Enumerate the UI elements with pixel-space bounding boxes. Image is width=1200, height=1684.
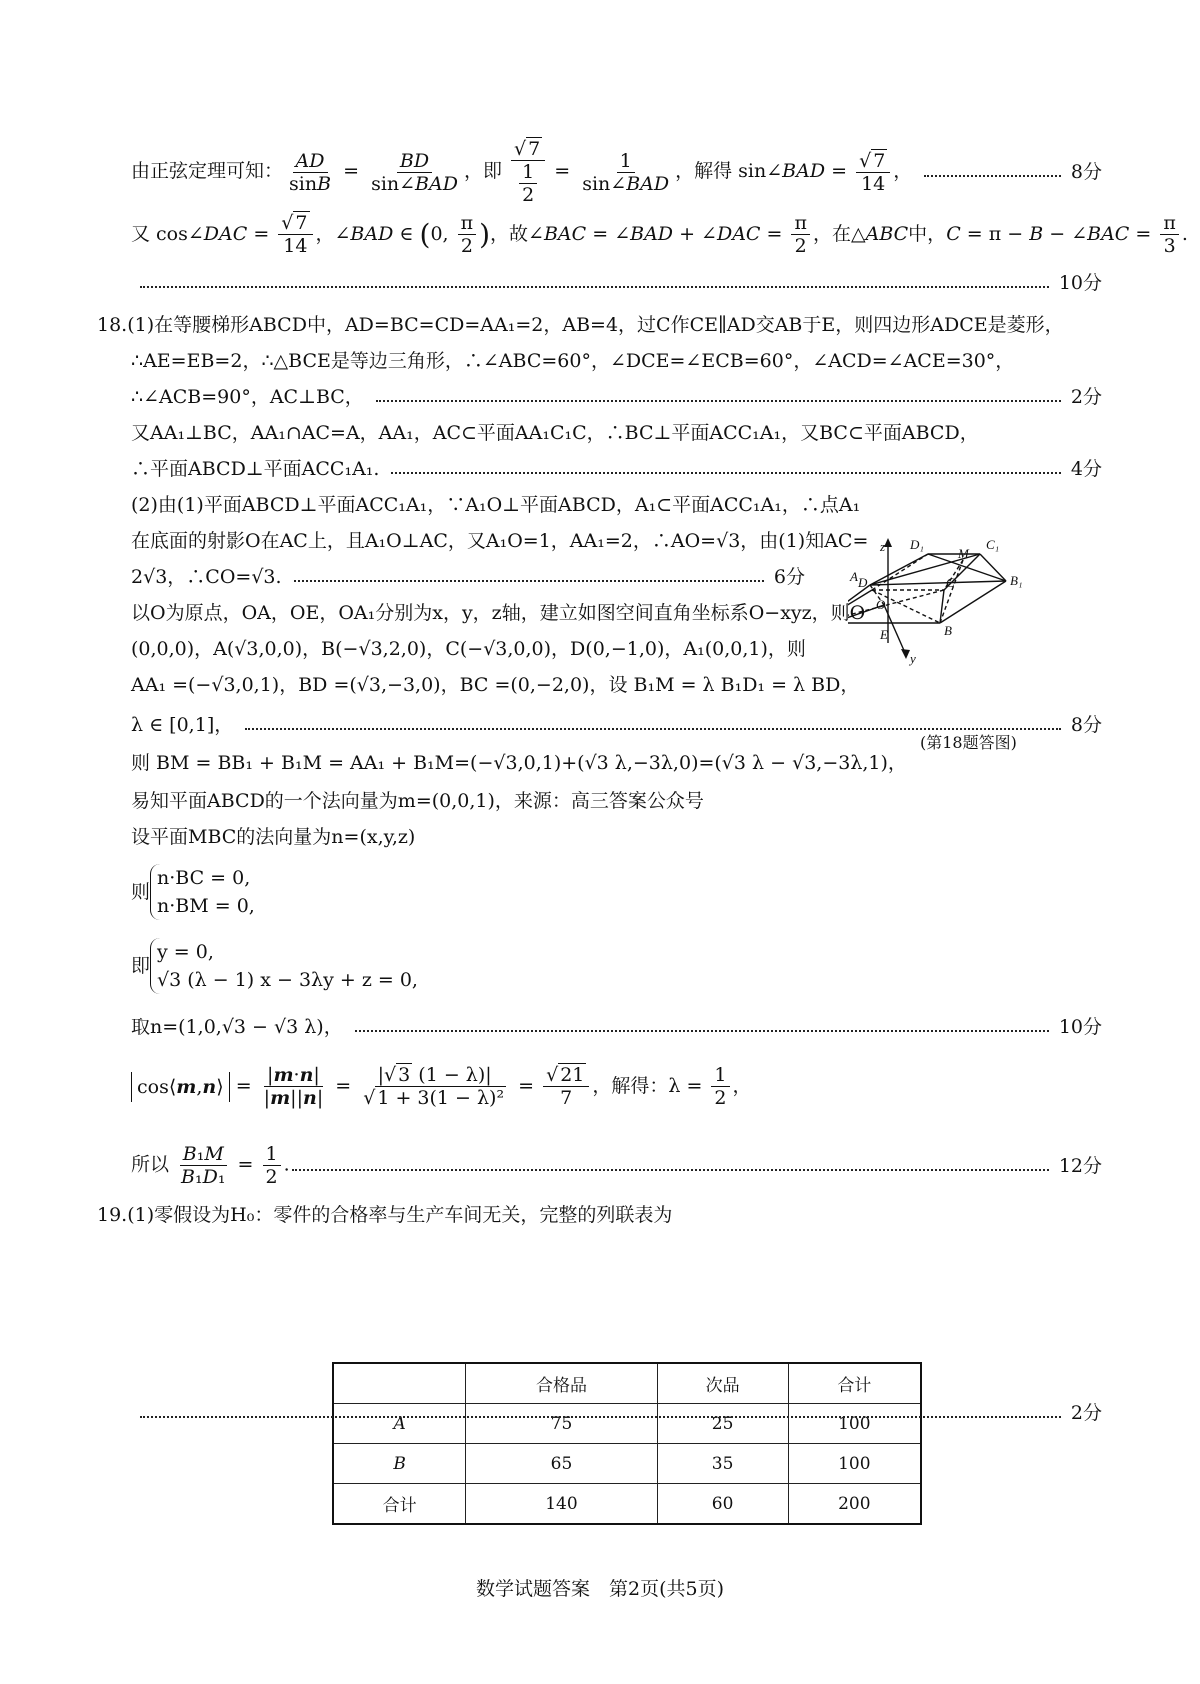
label-M: M bbox=[958, 546, 969, 561]
answer-line bbox=[140, 1398, 1102, 1428]
label-B: B bbox=[944, 623, 952, 638]
y-arrow-icon bbox=[901, 649, 910, 659]
line-text: (0,0,0)，A(√3,0,0)，B(−√3,2,0)，C(−√3,0,0)，D(0,−1,0)，A₁(0,0,1)，则 bbox=[131, 638, 806, 660]
score-mark: 12分 bbox=[1058, 1154, 1102, 1177]
line-text: λ ∈ [0,1]， bbox=[131, 714, 234, 736]
answer-line bbox=[131, 1064, 1102, 1109]
answer-line bbox=[131, 526, 869, 556]
answer-line bbox=[131, 212, 1188, 257]
label-D1: D₁ bbox=[910, 537, 924, 552]
edge-A1B1 bbox=[870, 581, 1006, 585]
system-brace bbox=[150, 938, 418, 994]
line-text: 易知平面ABCD的一个法向量为m=(0,0,1)，来源：高三答案公众号 bbox=[131, 790, 704, 812]
table-header-cell: 合计 bbox=[788, 1363, 921, 1404]
answer-line bbox=[131, 382, 1102, 412]
line-text: 2√3，∴CO=√3. bbox=[131, 566, 282, 588]
label-z: z bbox=[880, 539, 886, 554]
z-arrow-icon bbox=[884, 538, 892, 547]
label-O: O bbox=[876, 597, 886, 612]
score-mark: 8分 bbox=[1070, 714, 1102, 736]
answer-line bbox=[131, 1012, 1102, 1042]
table-cell: 75 bbox=[466, 1404, 657, 1444]
question-18-line bbox=[97, 310, 1102, 340]
answer-line bbox=[131, 822, 1102, 852]
line-text: cos⟨m,n⟩ = $\frac{|m\cdot n|}{|m||n|}$ = $\frac{|√ 3 (1 - \lambda)|}{\text{√ 1 + 3(1 − λ)²}}$ = $\frac{√ 21}{7}$ ，解得：λ = $\frac{1}{2}$ ， bbox=[131, 1075, 752, 1097]
line-text: 又 cos∠DAC = $\frac{√ 7}{14}$ ，∠BAD ∈ (0, $\frac{\pi}{2}$ )，故∠BAC = ∠BAD + ∠DAC = $\frac{\pi}{2}$ ，在△ABC中，C = π − B − ∠BAC = $\frac{\pi}{3}$ . bbox=[131, 212, 1188, 257]
line-text: 取n=(1,0,√3 − √3 λ)， bbox=[131, 1016, 343, 1038]
answer-line bbox=[131, 346, 1102, 376]
table-cell: 100 bbox=[788, 1404, 921, 1444]
system-lead: 则 bbox=[131, 881, 151, 903]
edge-AD bbox=[848, 590, 872, 623]
answer-line bbox=[131, 454, 1102, 484]
line-text: 在底面的射影O在AC上，且A₁O⊥AC，又A₁O=1，AA₁=2，∴AO=√3，由(1)知AC= bbox=[131, 530, 869, 552]
answer-line bbox=[131, 418, 1102, 448]
score-mark: 4分 bbox=[1070, 458, 1102, 480]
equation: y = 0, bbox=[157, 941, 214, 963]
answer-line bbox=[131, 598, 866, 628]
edge-AA1 bbox=[848, 585, 870, 623]
score-mark: 6分 bbox=[773, 566, 805, 588]
label-D: D bbox=[858, 575, 868, 590]
question-number: 18. bbox=[97, 314, 128, 336]
label-A1: A₁ bbox=[850, 569, 863, 584]
table-cell: 140 bbox=[466, 1484, 657, 1525]
line-text: 所以 $\frac{\text{B₁M}}{\text{B₁D₁}}$ = $\frac{1}{2}$ . bbox=[131, 1143, 290, 1188]
score-mark: 10分 bbox=[1058, 272, 1102, 294]
line-text: (1)零假设为H₀：零件的合格率与生产车间无关，完整的列联表为 bbox=[127, 1204, 673, 1226]
page-footer: 数学试题答案 第2页(共5页) bbox=[475, 1578, 724, 1600]
line-text: AA₁ =(−√3,0,1)，BD =(√3,−3,0)，BC =(0,−2,0)，设 B₁M = λ B₁D₁ = λ BD， bbox=[131, 674, 860, 696]
table-cell: 60 bbox=[657, 1484, 788, 1525]
answer-line bbox=[131, 562, 805, 592]
question-19-line bbox=[97, 1200, 1102, 1230]
equation: n·BC = 0, bbox=[157, 867, 251, 889]
system-brace bbox=[150, 864, 255, 920]
line-text: 由正弦定理可知： $\frac{AD}{\sin B}$ = $\frac{BD}{\text{sin∠BAD}}$ ，即 $\frac{√ 7}{\frac{1}{2}}$ = $\frac{1}{\text{sin∠BAD}}$ ，解得 sin∠BAD = $\frac{√ 7}{14}$ ， bbox=[131, 138, 913, 206]
label-E: E bbox=[880, 627, 888, 642]
system-lead: 即 bbox=[131, 955, 151, 977]
label-y: y bbox=[910, 651, 916, 666]
contingency-table bbox=[332, 1362, 922, 1525]
score-mark: 10分 bbox=[1058, 1016, 1102, 1038]
table-cell: 35 bbox=[657, 1444, 788, 1484]
table-cell: 25 bbox=[657, 1404, 788, 1444]
equation: √3 (λ − 1) x − 3λy + z = 0, bbox=[157, 969, 418, 991]
table-header-cell: 合格品 bbox=[466, 1363, 657, 1404]
label-B1: B₁ bbox=[1010, 573, 1023, 588]
label-C1: C₁ bbox=[986, 537, 1000, 552]
line-text: 设平面MBC的法向量为n=(x,y,z) bbox=[131, 826, 416, 848]
table-cell: 200 bbox=[788, 1484, 921, 1525]
answer-line bbox=[131, 634, 810, 664]
table-cell: B bbox=[333, 1444, 466, 1484]
table-cell: A bbox=[333, 1404, 466, 1444]
line-text: 则 BM = BB₁ + B₁M = AA₁ + B₁M=(−√3,0,1)+(√3 λ,−3λ,0)=(√3 λ − √3,−3λ,1)， bbox=[131, 752, 907, 774]
table-header-cell: 次品 bbox=[657, 1363, 788, 1404]
answer-line bbox=[131, 1143, 1102, 1188]
line-text: 又AA₁⊥BC，AA₁∩AC=A，AA₁，AC⊂平面AA₁C₁C，∴BC⊥平面ACC₁A₁，又BC⊂平面ABCD， bbox=[131, 422, 979, 444]
score-mark: 2分 bbox=[1070, 386, 1102, 408]
line-text: (1)在等腰梯形ABCD中，AD=BC=CD=AA₁=2，AB=4，过C作CE∥AD交AB于E，则四边形ADCE是菱形， bbox=[127, 314, 1064, 336]
figure-caption: (第18题答图) bbox=[920, 733, 1017, 752]
score-mark: 2分 bbox=[1070, 1402, 1102, 1424]
answer-line bbox=[131, 786, 1102, 816]
table-cell: 100 bbox=[788, 1444, 921, 1484]
table-row bbox=[333, 1484, 921, 1525]
label-C: C bbox=[946, 575, 955, 590]
table-row bbox=[333, 1444, 921, 1484]
equation-system bbox=[131, 864, 1102, 920]
table-cell: 65 bbox=[466, 1444, 657, 1484]
edge-CB bbox=[940, 590, 944, 623]
line-text: (2)由(1)平面ABCD⊥平面ACC₁A₁，∵A₁O⊥平面ABCD，A₁⊂平面ACC₁A₁，∴点A₁ bbox=[131, 494, 861, 516]
answer-line bbox=[131, 490, 861, 520]
line-text: ∴∠ACB=90°，AC⊥BC， bbox=[131, 386, 364, 408]
question-number: 19. bbox=[97, 1204, 128, 1226]
answer-line bbox=[131, 670, 860, 700]
line-text: ∴AE=EB=2，∴△BCE是等边三角形，∴∠ABC=60°，∠DCE=∠ECB=60°，∠ACD=∠ACE=30°， bbox=[131, 350, 1015, 372]
equation: n·BM = 0, bbox=[157, 895, 255, 917]
equation-system bbox=[131, 938, 1102, 994]
answer-line bbox=[131, 138, 1102, 206]
line-text: ∴平面ABCD⊥平面ACC₁A₁. bbox=[131, 458, 380, 480]
edge-A1D1 bbox=[870, 554, 928, 585]
score-mark: 8分 bbox=[1070, 161, 1102, 183]
line-text: 以O为原点，OA，OE，OA₁分别为x，y，z轴，建立如图空间直角坐标系O−xyz，则O bbox=[131, 602, 866, 624]
answer-line bbox=[140, 268, 1102, 298]
table-cell: 合计 bbox=[333, 1484, 466, 1525]
